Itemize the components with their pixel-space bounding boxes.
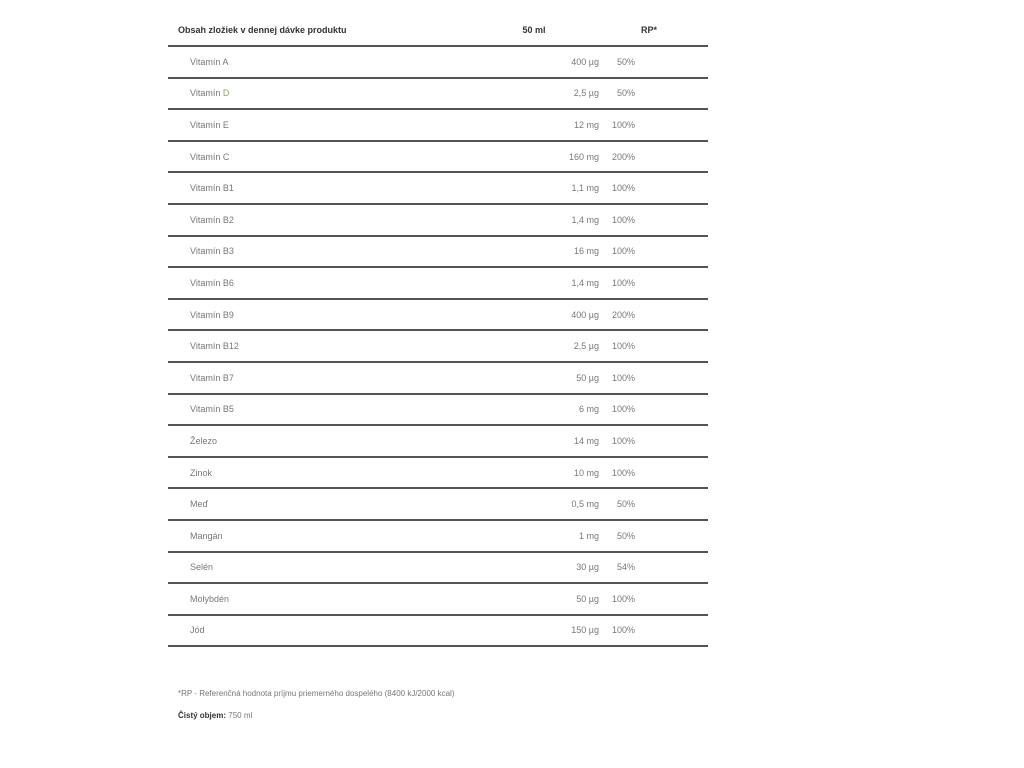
ingredient-name: Mangán [190,530,223,541]
header-row [168,14,708,46]
ingredient-amount: 1,4 mg [571,214,599,225]
ingredient-amount: 12 mg [573,119,599,130]
ingredient-rp: 100% [611,246,635,257]
header-ingredients: Obsah zložiek v dennej dávke produktu [178,24,347,35]
table-row [168,552,708,584]
ingredient-amount: 400 µg [571,56,599,67]
ingredient-rp: 200% [611,151,635,162]
ingredient-rp: 100% [611,404,635,415]
ingredient-rp: 100% [611,341,635,352]
ingredient-name: Vitamín E [190,119,229,130]
table-row [168,109,708,141]
ingredient-amount: 2,5 µg [573,88,599,99]
table-row [168,236,708,268]
ingredient-amount: 0,5 mg [571,499,599,510]
ingredient-amount: 1,1 mg [571,183,599,194]
table-row [168,204,708,236]
ingredient-rp: 100% [611,625,635,636]
ingredient-name: Vitamín B9 [190,309,234,320]
ingredient-rp: 100% [611,183,635,194]
ingredient-rp: 50% [616,530,635,541]
ingredient-name: Vitamín B6 [190,277,234,288]
table-body [168,46,708,646]
table-row [168,267,708,299]
net-volume-label: Čistý objem: [178,711,227,720]
table-row [168,583,708,615]
ingredient-name: Vitamín C [190,151,230,162]
ingredient-rp: 100% [611,277,635,288]
ingredient-rp: 50% [616,88,635,99]
table-row [168,488,708,520]
rp-footnote: *RP - Referenčná hodnota príjmu priemerného dospelého (8400 kJ/2000 kcal) [178,689,455,698]
ingredient-rp: 50% [616,499,635,510]
nutrition-table-container [168,14,708,647]
ingredient-amount: 400 µg [571,309,599,320]
table-row [168,330,708,362]
ingredient-name: Selén [190,562,214,573]
table-row [168,172,708,204]
table-row [168,362,708,394]
ingredient-rp: 100% [611,214,635,225]
nutrition-table [168,14,708,647]
ingredient-name: Železo [190,435,218,446]
ingredient-amount: 6 mg [578,404,599,415]
ingredient-rp: 50% [616,56,635,67]
ingredient-name: Vitamín B5 [190,404,234,415]
ingredient-amount: 150 µg [571,625,599,636]
table-header [168,14,708,46]
table-row [168,425,708,457]
ingredient-name: Molybdén [190,593,230,604]
header-rp: RP* [641,24,658,35]
ingredient-amount: 16 mg [573,246,599,257]
ingredient-amount: 160 mg [568,151,599,162]
table-row [168,615,708,647]
ingredient-rp: 100% [611,593,635,604]
table-row [168,299,708,331]
ingredient-amount: 50 µg [576,372,599,383]
ingredient-name-prefix: Vitamín [190,88,223,99]
net-volume [178,711,252,720]
ingredient-name: Meď [190,499,209,510]
ingredient-amount: 1,4 mg [571,277,599,288]
ingredient-name: Vitamín B1 [190,183,234,194]
ingredient-rp: 100% [611,467,635,478]
table-row [168,78,708,110]
table-row [168,394,708,426]
ingredient-rp: 200% [611,309,635,320]
ingredient-rp: 100% [611,119,635,130]
ingredient-name: Vitamín B3 [190,246,234,257]
ingredient-rp: 100% [611,372,635,383]
ingredient-name [168,78,469,110]
ingredient-name-highlight: D [222,88,230,99]
ingredient-name: Vitamín A [190,56,229,67]
ingredient-rp: 54% [616,562,635,573]
ingredient-amount: 14 mg [573,435,599,446]
ingredient-name: Vitamín B7 [190,372,234,383]
table-row [168,141,708,173]
header-amount: 50 ml [522,24,546,35]
ingredient-amount: 10 mg [573,467,599,478]
net-volume-value: 750 ml [228,711,253,720]
ingredient-name: Vitamín B2 [190,214,234,225]
ingredient-amount: 30 µg [576,562,599,573]
ingredient-rp: 100% [611,435,635,446]
ingredient-name: Jód [190,625,205,636]
ingredient-name: Zinok [190,467,213,478]
table-row [168,457,708,489]
table-row [168,46,708,78]
ingredient-amount: 2,5 µg [573,341,599,352]
ingredient-amount: 1 mg [578,530,599,541]
table-row [168,520,708,552]
ingredient-name: Vitamín B12 [190,341,239,352]
ingredient-amount: 50 µg [576,593,599,604]
